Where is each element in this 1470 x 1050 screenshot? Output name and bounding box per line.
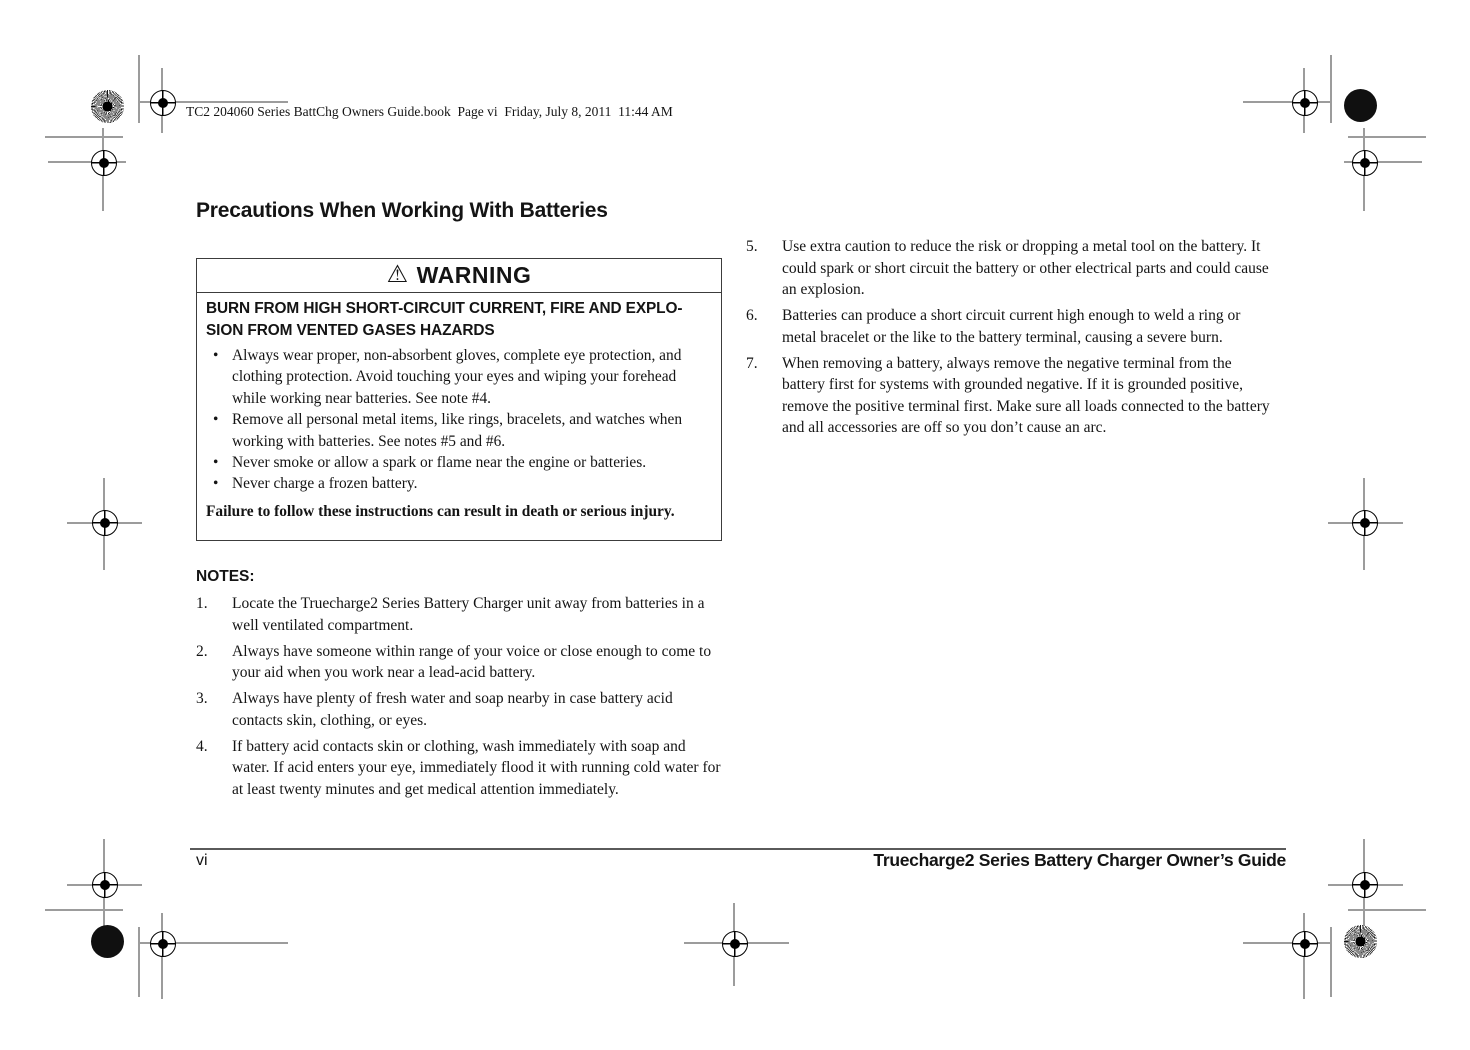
black-dot-icon bbox=[91, 925, 124, 958]
bullet-text: Never charge a frozen battery. bbox=[232, 475, 418, 493]
file-header-line: TC2 204060 Series BattChg Owners Guide.book Page vi Friday, July 8, 2011 11:44 AM bbox=[186, 104, 673, 119]
bullet-marker: • bbox=[213, 347, 219, 364]
starburst-icon bbox=[91, 90, 124, 123]
registration-target-icon bbox=[92, 872, 118, 898]
warning-label: WARNING bbox=[416, 262, 532, 288]
crop-mark-line bbox=[1330, 55, 1332, 123]
notes-list-left bbox=[196, 593, 724, 800]
bullet-text: Remove all personal metal items, like rings, bracelets, and watches when working with batteries. See notes #5 and #6. bbox=[232, 411, 683, 450]
registration-target-icon bbox=[150, 931, 176, 957]
note-text: When removing a battery, always remove the negative terminal from the battery first for systems with grounded negative. If it is grounded positive, remove the positive terminal first. Make sure all loads connected to the battery and all accessories are off so you don’t cause an arc. bbox=[782, 354, 1270, 436]
registration-target-icon bbox=[1352, 510, 1378, 536]
note-item bbox=[196, 641, 724, 684]
warning-bullet-list bbox=[206, 345, 712, 495]
note-text: Use extra caution to reduce the risk or dropping a metal tool on the battery. It could spark or short circuit the battery or other electrical parts and could cause an explosion. bbox=[782, 238, 1269, 298]
bullet-item bbox=[206, 452, 712, 473]
note-number: 4. bbox=[196, 737, 208, 755]
note-item bbox=[746, 305, 1274, 348]
registration-target-icon bbox=[150, 90, 176, 116]
crop-mark-line bbox=[45, 909, 123, 911]
consequence-text: Failure to follow these instructions can result in death or serious injury. bbox=[206, 502, 675, 520]
footer-page-number: vi bbox=[196, 852, 208, 869]
crop-mark-line bbox=[138, 55, 140, 123]
warning-box bbox=[196, 258, 722, 541]
warning-triangle-icon: ⚠ bbox=[386, 260, 409, 288]
registration-target-icon bbox=[1352, 872, 1378, 898]
bullet-marker: • bbox=[213, 411, 219, 429]
crop-mark-line bbox=[1348, 136, 1426, 138]
hazard-heading-line: BURN FROM HIGH SHORT-CIRCUIT CURRENT, FIRE AND EXPLO- bbox=[206, 300, 683, 317]
note-text: Always have someone within range of your voice or close enough to come to your aid when you work near a lead-acid battery. bbox=[232, 642, 712, 681]
page-title: Precautions When Working With Batteries bbox=[196, 199, 608, 222]
note-item bbox=[746, 236, 1274, 301]
note-number: 3. bbox=[196, 690, 208, 707]
note-text: Batteries can produce a short circuit current high enough to weld a ring or metal bracelet or the like to the battery terminal, causing a severe burn. bbox=[782, 307, 1241, 346]
registration-target-icon bbox=[1292, 931, 1318, 957]
note-number: 2. bbox=[196, 642, 208, 660]
note-text: Always have plenty of fresh water and soap nearby in case battery acid contacts skin, clothing, or eyes. bbox=[232, 690, 673, 729]
note-item bbox=[196, 593, 724, 636]
warning-header bbox=[197, 259, 721, 293]
crop-mark-line bbox=[45, 136, 123, 138]
note-number: 1. bbox=[196, 595, 208, 612]
hazard-heading-line: SION FROM VENTED GASES HAZARDS bbox=[206, 322, 495, 339]
footer-book-title: Truecharge2 Series Battery Charger Owner’s Guide bbox=[873, 850, 1286, 870]
bullet-item bbox=[206, 473, 712, 494]
crop-mark-line bbox=[1330, 927, 1332, 997]
registration-target-icon bbox=[1292, 90, 1318, 116]
note-text: Locate the Truecharge2 Series Battery Charger unit away from batteries in a well ventilated compartment. bbox=[232, 595, 705, 634]
starburst-icon bbox=[1344, 925, 1377, 958]
bullet-marker: • bbox=[213, 475, 219, 493]
registration-target-icon bbox=[722, 931, 748, 957]
bullet-text: Never smoke or allow a spark or flame near the engine or batteries. bbox=[232, 454, 647, 472]
note-text: If battery acid contacts skin or clothing, wash immediately with soap and water. If acid enters your eye, immediately flood it with running cold water for at least twenty minutes and get medical attention immediately. bbox=[232, 737, 721, 798]
bullet-text: Always wear proper, non-absorbent gloves, complete eye protection, and clothing protection. Avoid touching your eyes and wiping your forehead while working near batteries. See note #4. bbox=[232, 347, 682, 407]
crop-mark-line bbox=[138, 927, 140, 997]
notes-list-right bbox=[746, 236, 1274, 439]
bullet-item bbox=[206, 409, 712, 452]
registration-target-icon bbox=[91, 150, 117, 176]
note-item bbox=[746, 353, 1274, 439]
registration-target-icon bbox=[1352, 150, 1378, 176]
note-number: 6. bbox=[746, 307, 758, 324]
warning-body bbox=[197, 293, 721, 522]
note-number: 5. bbox=[746, 238, 758, 255]
note-number: 7. bbox=[746, 354, 758, 372]
note-item bbox=[196, 736, 724, 801]
black-dot-icon bbox=[1344, 89, 1377, 122]
note-item bbox=[196, 688, 724, 731]
registration-target-icon bbox=[92, 510, 118, 536]
crop-mark-line bbox=[1348, 909, 1426, 911]
notes-heading: NOTES: bbox=[196, 568, 255, 585]
bullet-item bbox=[206, 345, 712, 409]
hazard-heading bbox=[206, 298, 712, 342]
bullet-marker: • bbox=[213, 454, 219, 472]
